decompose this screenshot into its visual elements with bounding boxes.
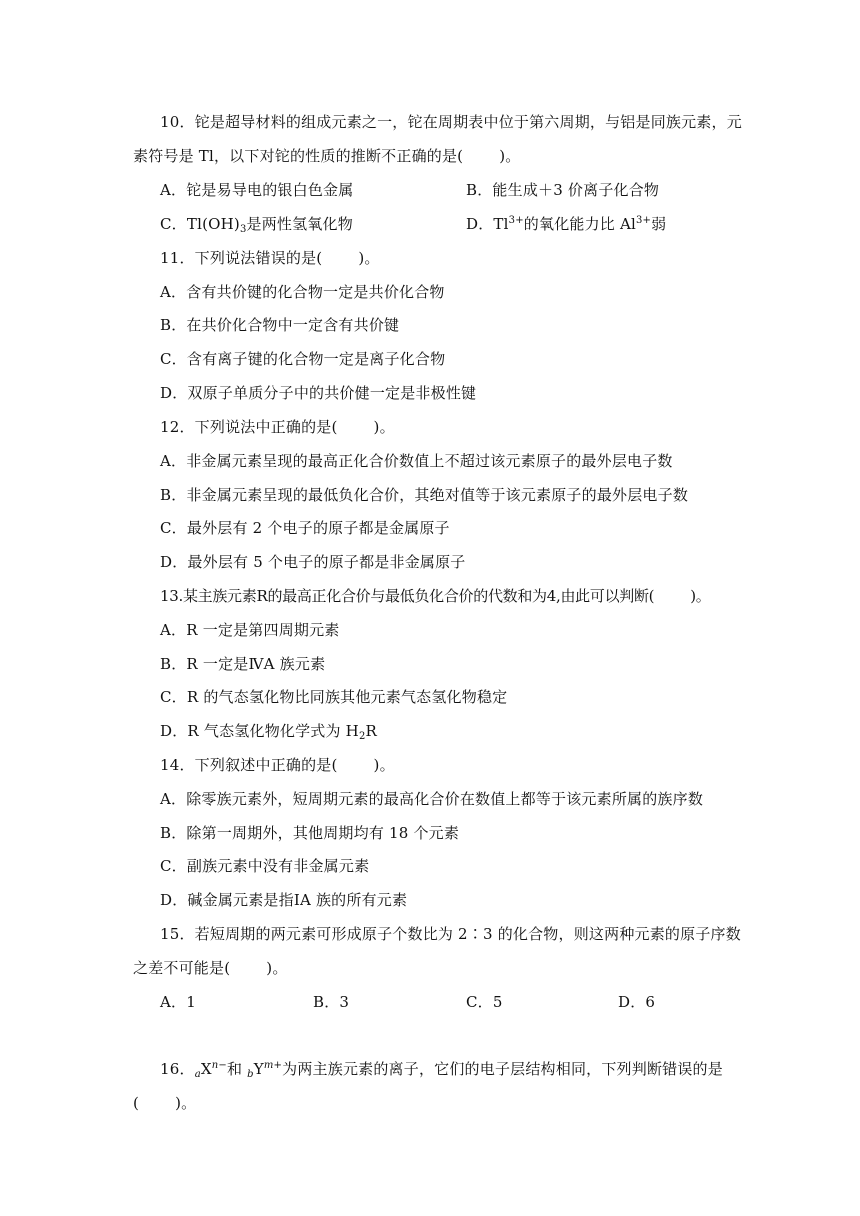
q11-option-a: A．含有共价键的化合物一定是共价化合物 bbox=[160, 283, 445, 301]
q15-option-c: C．5 bbox=[466, 993, 503, 1011]
q16-stem-line-2 bbox=[133, 1093, 196, 1113]
q13-option-a: A．R 一定是第四周期元素 bbox=[160, 621, 340, 639]
q10-stem-text: 素符号是 Tl，以下对铊的性质的推断不正确的是( bbox=[133, 147, 464, 165]
q10-option-c bbox=[160, 214, 353, 234]
q14-option-a: A．除零族元素外，短周期元素的最高化合价在数值上都等于该元素所属的族序数 bbox=[160, 790, 704, 808]
q16-x-symbol: X bbox=[200, 1060, 212, 1078]
q14-stem-text: 14．下列叙述中正确的是( bbox=[160, 756, 338, 774]
q11-stem-text: 11．下列说法错误的是( bbox=[160, 249, 323, 267]
q16-stem-line-1 bbox=[160, 1059, 723, 1079]
q10-option-c-text-end: 是两性氢氧化物 bbox=[246, 215, 353, 233]
q13-option-d-text: D．R 气态氢化物化学式为 H bbox=[160, 722, 359, 740]
q12-stem bbox=[160, 417, 395, 437]
q11-stem bbox=[160, 248, 380, 268]
q11-stem-end: )。 bbox=[358, 249, 380, 267]
q11-option-c: C．含有离子键的化合物一定是离子化合物 bbox=[160, 350, 446, 368]
q14-stem bbox=[160, 755, 395, 775]
q14-stem-end: )。 bbox=[373, 756, 395, 774]
q12-option-a: A．非金属元素呈现的最高正化合价数值上不超过该元素原子的最外层电子数 bbox=[160, 452, 673, 470]
q14-option-d: D．碱金属元素是指ⅠA 族的所有元素 bbox=[160, 891, 408, 909]
q13-option-c: C．R 的气态氢化物比同族其他元素气态氢化物稳定 bbox=[160, 688, 508, 706]
q16-y-charge: m+ bbox=[263, 1060, 283, 1071]
q13-option-d bbox=[160, 721, 377, 741]
q13-stem-end: )。 bbox=[690, 587, 711, 605]
q16-number: 16． bbox=[160, 1060, 195, 1078]
q10-option-b: B．能生成＋3 价离子化合物 bbox=[466, 181, 660, 199]
q15-stem-line-2 bbox=[133, 958, 288, 978]
q15-stem-end: )。 bbox=[266, 959, 288, 977]
q10-option-d-text-end: 弱 bbox=[651, 215, 667, 233]
q16-x-charge: n− bbox=[211, 1060, 227, 1071]
q15-option-a: A．1 bbox=[160, 993, 196, 1011]
q10-option-d bbox=[466, 214, 666, 234]
q10-stem-line-2 bbox=[133, 146, 521, 166]
q16-stem-end: )。 bbox=[175, 1094, 197, 1112]
q12-option-d: D．最外层有 5 个电子的原子都是非金属原子 bbox=[160, 553, 466, 571]
q15-option-d: D．6 bbox=[618, 993, 656, 1011]
q15-stem-line-1: 15．若短周期的两元素可形成原子个数比为 2∶3 的化合物，则这两种元素的原子序数 bbox=[160, 925, 741, 943]
q10-option-a: A．铊是易导电的银白色金属 bbox=[160, 181, 354, 199]
q10-option-d-text-mid: 的氧化能力比 Al bbox=[523, 215, 636, 233]
q14-option-b: B．除第一周期外，其他周期均有 18 个元素 bbox=[160, 824, 460, 842]
q16-stem-open: ( bbox=[133, 1094, 140, 1112]
q16-a-subscript: a bbox=[194, 1069, 201, 1080]
q15-option-b: B．3 bbox=[313, 993, 350, 1011]
q10-option-d-text: D．Tl bbox=[466, 215, 509, 233]
q13-option-b: B．R 一定是ⅣA 族元素 bbox=[160, 655, 326, 673]
q11-option-b: B．在共价化合物中一定含有共价键 bbox=[160, 316, 400, 334]
q10-option-d-superscript-1: 3+ bbox=[508, 215, 524, 226]
q13-option-d-subscript: 2 bbox=[358, 731, 366, 742]
q10-option-d-superscript-2: 3+ bbox=[636, 215, 652, 226]
q11-option-d: D．双原子单质分子中的共价健一定是非极性键 bbox=[160, 384, 477, 402]
q12-stem-text: 12．下列说法中正确的是( bbox=[160, 418, 338, 436]
q16-stem-text: 为两主族元素的离子，它们的电子层结构相同，下列判断错误的是 bbox=[282, 1060, 723, 1078]
q12-stem-end: )。 bbox=[373, 418, 395, 436]
q13-option-d-text-end: R bbox=[365, 722, 378, 740]
q10-option-c-text: C．Tl(OH) bbox=[160, 215, 240, 233]
q10-option-c-subscript: 3 bbox=[239, 224, 247, 235]
q12-option-c: C．最外层有 2 个电子的原子都是金属原子 bbox=[160, 519, 450, 537]
q14-option-c: C．副族元素中没有非金属元素 bbox=[160, 857, 370, 875]
q12-option-b: B．非金属元素呈现的最低负化合价，其绝对值等于该元素原子的最外层电子数 bbox=[160, 486, 689, 504]
q10-stem-line-1: 10．铊是超导材料的组成元素之一，铊在周期表中位于第六周期，与铝是同族元素，元 bbox=[160, 113, 742, 131]
q16-y-symbol: Y bbox=[253, 1060, 264, 1078]
q16-b-subscript: b bbox=[247, 1069, 254, 1080]
q13-stem-text: 13.某主族元素R的最高正化合价与最低负化合价的代数和为4,由此可以判断( bbox=[160, 587, 655, 605]
q13-stem bbox=[160, 586, 710, 606]
q10-stem-end: )。 bbox=[499, 147, 521, 165]
q16-and: 和 bbox=[226, 1060, 248, 1078]
q15-stem-text: 之差不可能是( bbox=[133, 959, 231, 977]
